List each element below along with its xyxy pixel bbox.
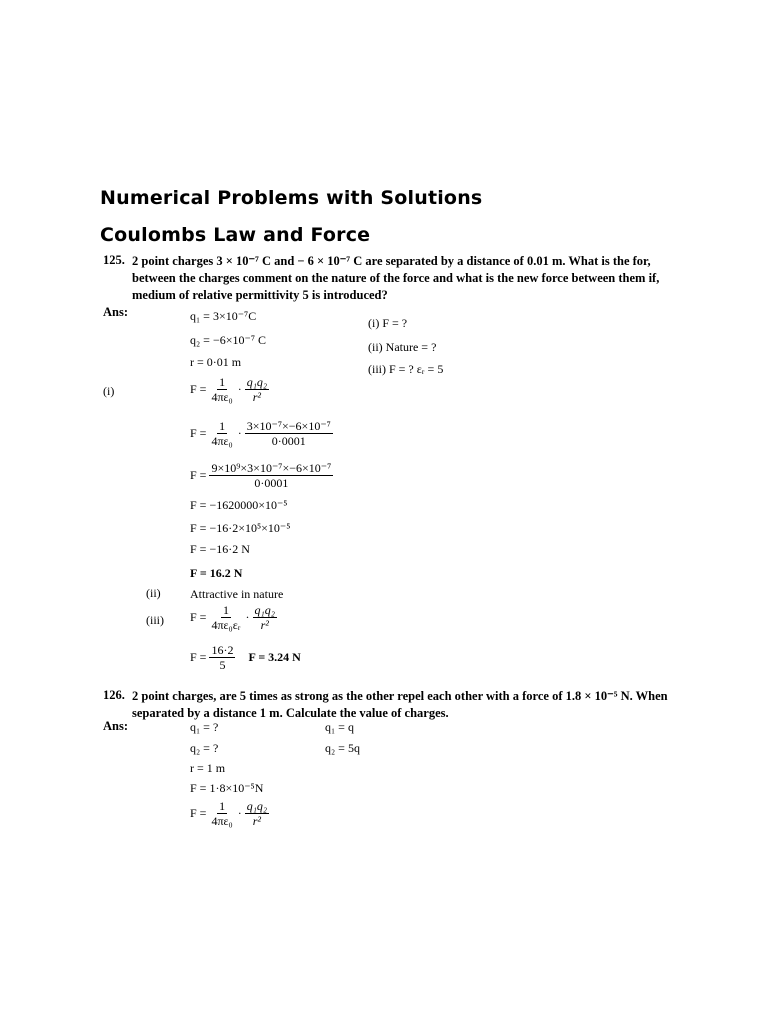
problem-125-line-3: medium of relative permittivity 5 is introduced? <box>132 288 388 302</box>
numerator-q1q2: q₁q₂ <box>246 799 268 813</box>
medium-division-fraction <box>209 644 235 671</box>
problem-number-125: 125. <box>103 253 125 267</box>
substituted-denominator: 0·0001 <box>271 434 306 448</box>
numeric-numerator: 9×10⁹×3×10⁻⁷×−6×10⁻⁷ <box>211 461 332 475</box>
page-title: Numerical Problems with Solutions <box>100 187 483 209</box>
step-5: F = −16·2×10⁵×10⁻⁵ <box>190 521 291 535</box>
substituted-numerator: 3×10⁻⁷×−6×10⁻⁷ <box>246 419 331 433</box>
division-denominator: 5 <box>219 658 226 672</box>
problem-126-line-2: separated by a distance 1 m. Calculate the value of charges. <box>132 706 449 720</box>
step-4: F = −1620000×10⁻⁵ <box>190 498 288 512</box>
given-q1: q₁ = 3×10⁻⁷C <box>190 309 257 323</box>
result-force: F = 16.2 N <box>190 566 243 580</box>
coulomb-formula-126: F = $\frac{1}{\text{4πε₀}}$ · $\frac{\text{q₁q₂}}{\text{r²}}$ <box>190 799 268 828</box>
find-force: (i) F = ? <box>368 316 408 330</box>
denominator-r2: r² <box>252 390 262 404</box>
answer-label-126: Ans: <box>103 719 129 733</box>
medium-constant-fraction <box>209 604 242 631</box>
find-new-force: (iii) F = ? εᵣ = 5 <box>368 362 444 376</box>
given-r: r = 0·01 m <box>190 355 242 369</box>
coulomb-constant-fraction <box>209 420 234 447</box>
given-q2-126: q₂ = ? <box>190 741 219 755</box>
numerator-q1q2: q₁q₂ <box>254 603 275 617</box>
force-lhs: F = <box>190 382 207 396</box>
substitution-step: F = $\frac{1}{\text{4πε₀}}$ · $\frac{\text{3×10⁻⁷×−6×10⁻⁷}}{0\cdot 0001}$ <box>190 419 331 448</box>
coulomb-formula: F = $\frac{1}{\text{4πε₀}}$ · $\frac{\text{q₁q₂}}{\text{r²}}$ <box>190 375 268 404</box>
denominator-4pi-eps0: 4πε₀ <box>211 390 233 404</box>
denominator-4pi-eps0-epsr: 4πε₀εᵣ <box>211 618 241 632</box>
substituted-fraction <box>245 420 333 447</box>
problem-125-line-1: 2 point charges 3 × 10⁻⁷ C and − 6 × 10⁻⁷ C are separated by a distance of 0.01 m. What is the for, <box>132 254 651 268</box>
find-nature: (ii) Nature = ? <box>368 340 437 354</box>
coulomb-constant-fraction <box>209 800 234 827</box>
denominator-4pi-eps0: 4πε₀ <box>211 814 233 828</box>
find-q2-126: q₂ = 5q <box>325 741 360 755</box>
numeric-fraction <box>209 462 333 489</box>
problem-126-line-1: 2 point charges, are 5 times as strong as the other repel each other with a force of 1.8 × 10⁻⁵ N. When <box>132 689 668 703</box>
nature-answer: Attractive in nature <box>190 587 284 601</box>
part-iii-label: (iii) <box>146 613 164 627</box>
division-numerator: 16·2 <box>211 643 234 657</box>
numeric-step <box>190 462 334 489</box>
numerator-one: 1 <box>222 603 229 617</box>
numeric-denominator: 0·0001 <box>254 476 289 490</box>
part-i-label: (i) <box>103 384 115 398</box>
charge-product-fraction <box>245 800 269 827</box>
charge-product-fraction <box>253 604 277 631</box>
problem-125-line-2: between the charges comment on the nature of the force and what is the new force between them if, <box>132 271 660 285</box>
force-lhs: F = <box>190 650 207 664</box>
medium-result-force: F = 3.24 N <box>248 650 301 664</box>
given-r-126: r = 1 m <box>190 761 226 775</box>
charge-product-fraction <box>245 376 269 403</box>
given-q1-126: q₁ = ? <box>190 720 219 734</box>
numerator-one: 1 <box>219 419 226 433</box>
numerator-q1q2: q₁q₂ <box>246 375 268 389</box>
medium-formula: F = $\frac{1}{\text{4πε₀εᵣ}}$ · $\frac{\text{q₁q₂}}{\text{r²}}$ <box>190 603 275 632</box>
section-title: Coulombs Law and Force <box>100 224 371 246</box>
denominator-r2: r² <box>252 814 262 828</box>
denominator-4pi-eps0: 4πε₀ <box>211 434 233 448</box>
medium-result-step <box>190 644 301 671</box>
answer-label-125: Ans: <box>103 305 129 319</box>
step-6: F = −16·2 N <box>190 542 250 556</box>
numerator-one: 1 <box>219 799 226 813</box>
force-lhs: F = <box>190 806 207 820</box>
force-lhs: F = <box>190 610 207 624</box>
given-force-126: F = 1·8×10⁻⁵N <box>190 781 264 795</box>
coulomb-constant-fraction <box>209 376 234 403</box>
problem-number-126: 126. <box>103 688 125 702</box>
part-ii-label: (ii) <box>146 586 161 600</box>
force-lhs: F = <box>190 426 207 440</box>
find-q1-126: q₁ = q <box>325 720 354 734</box>
denominator-r2: r² <box>260 618 269 632</box>
numerator-one: 1 <box>219 375 226 389</box>
force-lhs: F = <box>190 468 207 482</box>
given-q2: q₂ = −6×10⁻⁷ C <box>190 333 267 347</box>
